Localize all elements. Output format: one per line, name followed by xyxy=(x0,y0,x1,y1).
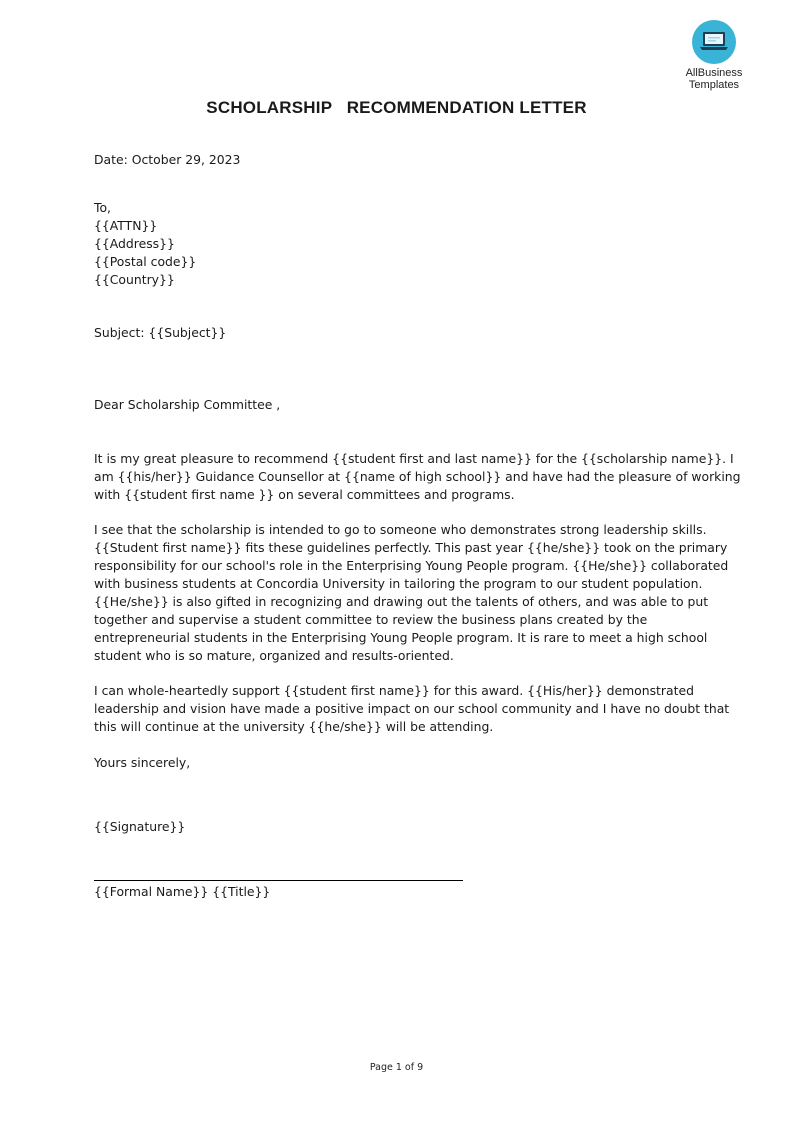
signature-placeholder: {{Signature}} xyxy=(94,819,186,834)
paragraph-line: {{He/she}} is also gifted in recognizing and drawing out the talents of others, and was able to put xyxy=(94,594,709,609)
formal-name-title: {{Formal Name}} {{Title}} xyxy=(94,884,271,899)
laptop-icon xyxy=(692,20,736,64)
paragraph-line: with business students at Concordia University in tailoring the program to our student population. xyxy=(94,576,703,591)
date-line: Date: October 29, 2023 xyxy=(94,152,241,167)
paragraph-line: leadership and vision have made a positive impact on our school community and I have no doubt that xyxy=(94,701,730,716)
recipient-attn: {{ATTN}} xyxy=(94,218,158,233)
logo-line-1: AllBusiness xyxy=(685,67,743,79)
paragraph-line: It is my great pleasure to recommend {{student first and last name}} for the {{scholarship name}}. I xyxy=(94,451,734,466)
paragraph-line: entrepreneurial students in the Enterprising Young People program. It is rare to meet a high school xyxy=(94,630,708,645)
logo-text xyxy=(676,67,752,91)
logo-line-2: Templates xyxy=(688,79,740,91)
paragraph-line: {{Student first name}} fits these guidelines perfectly. This past year {{he/she}} took on the primary xyxy=(94,540,728,555)
subject-line: Subject: {{Subject}} xyxy=(94,325,227,340)
paragraph-line: with {{student first name }} on several committees and programs. xyxy=(94,487,515,502)
paragraph-line: responsibility for our school's role in the Enterprising Young People program. {{He/she}} collaborated xyxy=(94,558,729,573)
signature-line xyxy=(94,880,463,881)
paragraph-1 xyxy=(94,450,741,504)
recipient-country: {{Country}} xyxy=(94,272,175,287)
paragraph-2 xyxy=(94,521,729,665)
recipient-postal-code: {{Postal code}} xyxy=(94,254,197,269)
page-number: Page 1 of 9 xyxy=(369,1062,424,1073)
brand-logo xyxy=(676,20,752,91)
paragraph-line: student who is so mature, organized and results-oriented. xyxy=(94,648,454,663)
paragraph-line: this will continue at the university {{he/she}} will be attending. xyxy=(94,719,494,734)
paragraph-3 xyxy=(94,682,730,736)
salutation: Dear Scholarship Committee , xyxy=(94,397,281,412)
paragraph-line: am {{his/her}} Guidance Counsellor at {{name of high school}} and have had the pleasure of working xyxy=(94,469,741,484)
closing: Yours sincerely, xyxy=(94,755,191,770)
recipient-to: To, xyxy=(94,200,111,215)
paragraph-line: I can whole-heartedly support {{student first name}} for this award. {{His/her}} demonstrated xyxy=(94,683,694,698)
paragraph-line: I see that the scholarship is intended to go to someone who demonstrates strong leadership skills. xyxy=(94,522,707,537)
document-title: SCHOLARSHIP RECOMMENDATION LETTER xyxy=(206,98,587,117)
recipient-address: {{Address}} xyxy=(94,236,175,251)
paragraph-line: together and supervise a student committee to review the business plans created by the xyxy=(94,612,648,627)
